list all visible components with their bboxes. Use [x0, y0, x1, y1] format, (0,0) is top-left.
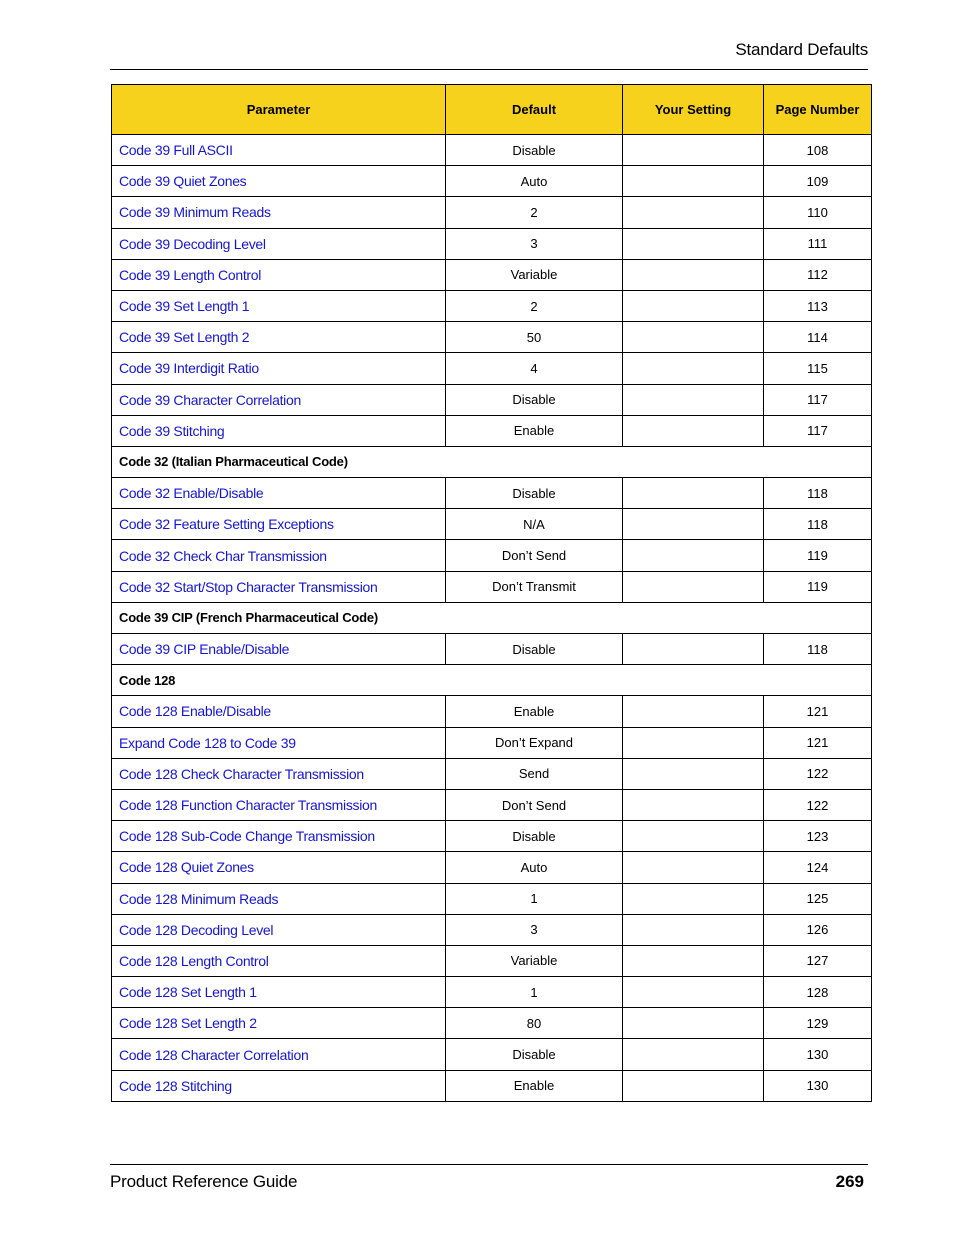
page-number: 118 — [764, 478, 872, 509]
your-setting-cell — [623, 1008, 764, 1039]
default-value: N/A — [446, 509, 623, 540]
parameter-link[interactable]: Code 128 Function Character Transmission — [112, 789, 446, 820]
your-setting-cell — [623, 384, 764, 415]
table-row — [112, 789, 872, 820]
table-row — [112, 135, 872, 166]
table-row — [112, 634, 872, 665]
parameter-link[interactable]: Code 32 Enable/Disable — [112, 478, 446, 509]
default-value: Don’t Transmit — [446, 571, 623, 602]
section-heading: Code 39 CIP (French Pharmaceutical Code) — [112, 602, 872, 633]
default-value: 1 — [446, 977, 623, 1008]
your-setting-cell — [623, 509, 764, 540]
default-value: Don’t Send — [446, 789, 623, 820]
your-setting-cell — [623, 727, 764, 758]
parameter-link[interactable]: Code 32 Check Char Transmission — [112, 540, 446, 571]
footer-divider — [110, 1164, 868, 1165]
page-number: 127 — [764, 945, 872, 976]
default-value: Variable — [446, 945, 623, 976]
table-row — [112, 166, 872, 197]
parameter-link[interactable]: Code 39 Character Correlation — [112, 384, 446, 415]
parameter-link[interactable]: Code 32 Start/Stop Character Transmission — [112, 571, 446, 602]
your-setting-cell — [623, 758, 764, 789]
table-row — [112, 1008, 872, 1039]
page-number: 117 — [764, 384, 872, 415]
parameter-link[interactable]: Code 128 Enable/Disable — [112, 696, 446, 727]
parameter-link[interactable]: Code 39 Interdigit Ratio — [112, 353, 446, 384]
default-value: Enable — [446, 696, 623, 727]
your-setting-cell — [623, 883, 764, 914]
parameter-link[interactable]: Code 128 Stitching — [112, 1070, 446, 1101]
default-value: Disable — [446, 478, 623, 509]
page-number: 109 — [764, 166, 872, 197]
page-number: 123 — [764, 821, 872, 852]
page-number: 113 — [764, 290, 872, 321]
default-value: Don’t Expand — [446, 727, 623, 758]
default-value: Disable — [446, 1039, 623, 1070]
table-header-row — [112, 85, 872, 135]
table-row — [112, 727, 872, 758]
page-number: 118 — [764, 634, 872, 665]
column-header-your-setting: Your Setting — [623, 85, 764, 135]
parameter-link[interactable]: Code 39 Set Length 2 — [112, 322, 446, 353]
default-value: Send — [446, 758, 623, 789]
column-header-parameter: Parameter — [112, 85, 446, 135]
footer-guide-title: Product Reference Guide — [110, 1172, 298, 1191]
header-divider — [110, 69, 868, 70]
default-value: 50 — [446, 322, 623, 353]
default-value: Variable — [446, 259, 623, 290]
page-number: 108 — [764, 135, 872, 166]
parameter-link[interactable]: Code 39 Decoding Level — [112, 228, 446, 259]
table-row — [112, 353, 872, 384]
page-number: 122 — [764, 789, 872, 820]
default-value: 2 — [446, 290, 623, 321]
your-setting-cell — [623, 228, 764, 259]
your-setting-cell — [623, 478, 764, 509]
parameter-link[interactable]: Code 39 Length Control — [112, 259, 446, 290]
parameter-link[interactable]: Code 128 Decoding Level — [112, 914, 446, 945]
page-number: 121 — [764, 696, 872, 727]
column-header-page-number: Page Number — [764, 85, 872, 135]
parameter-link[interactable]: Code 128 Set Length 2 — [112, 1008, 446, 1039]
default-value: 1 — [446, 883, 623, 914]
page-number: 128 — [764, 977, 872, 1008]
table-row — [112, 821, 872, 852]
page-number: 110 — [764, 197, 872, 228]
default-value: 3 — [446, 914, 623, 945]
table-row — [112, 259, 872, 290]
parameter-link[interactable]: Code 39 Minimum Reads — [112, 197, 446, 228]
table-row — [112, 540, 872, 571]
table-row — [112, 228, 872, 259]
default-value: 4 — [446, 353, 623, 384]
page-header-title: Standard Defaults — [735, 40, 868, 59]
table-row — [112, 509, 872, 540]
your-setting-cell — [623, 197, 764, 228]
table-row — [112, 384, 872, 415]
page-number: 118 — [764, 509, 872, 540]
page-number: 126 — [764, 914, 872, 945]
parameter-link[interactable]: Code 128 Sub-Code Change Transmission — [112, 821, 446, 852]
page-number: 121 — [764, 727, 872, 758]
page-number: 114 — [764, 322, 872, 353]
default-value: Enable — [446, 415, 623, 446]
parameter-link[interactable]: Code 128 Length Control — [112, 945, 446, 976]
your-setting-cell — [623, 415, 764, 446]
default-value: 80 — [446, 1008, 623, 1039]
default-value: Disable — [446, 821, 623, 852]
default-value: Don’t Send — [446, 540, 623, 571]
parameter-link[interactable]: Code 128 Set Length 1 — [112, 977, 446, 1008]
parameter-link[interactable]: Code 128 Character Correlation — [112, 1039, 446, 1070]
your-setting-cell — [623, 135, 764, 166]
table-row — [112, 945, 872, 976]
your-setting-cell — [623, 977, 764, 1008]
default-value: 2 — [446, 197, 623, 228]
your-setting-cell — [623, 696, 764, 727]
your-setting-cell — [623, 1070, 764, 1101]
default-value: Disable — [446, 135, 623, 166]
page-number: 125 — [764, 883, 872, 914]
table-row — [112, 571, 872, 602]
default-value: Auto — [446, 166, 623, 197]
your-setting-cell — [623, 821, 764, 852]
table-row — [112, 883, 872, 914]
default-value: Disable — [446, 634, 623, 665]
page-number: 115 — [764, 353, 872, 384]
table-row — [112, 977, 872, 1008]
page-number: 122 — [764, 758, 872, 789]
standard-defaults-table — [111, 84, 872, 1102]
page-number: 130 — [764, 1070, 872, 1101]
table-row — [112, 1070, 872, 1101]
parameter-link[interactable]: Expand Code 128 to Code 39 — [112, 727, 446, 758]
your-setting-cell — [623, 571, 764, 602]
section-row — [112, 446, 872, 477]
page-number: 119 — [764, 571, 872, 602]
your-setting-cell — [623, 914, 764, 945]
table-body — [112, 135, 872, 1102]
section-row — [112, 665, 872, 696]
default-value: Disable — [446, 384, 623, 415]
parameter-link[interactable]: Code 128 Quiet Zones — [112, 852, 446, 883]
your-setting-cell — [623, 540, 764, 571]
page-number: 117 — [764, 415, 872, 446]
page-number: 112 — [764, 259, 872, 290]
section-heading: Code 32 (Italian Pharmaceutical Code) — [112, 446, 872, 477]
parameter-link[interactable]: Code 128 Minimum Reads — [112, 883, 446, 914]
page-number: 119 — [764, 540, 872, 571]
default-value: 3 — [446, 228, 623, 259]
table-row — [112, 322, 872, 353]
table-row — [112, 1039, 872, 1070]
table-row — [112, 914, 872, 945]
table-row — [112, 696, 872, 727]
footer-page-number: 269 — [835, 1172, 864, 1191]
your-setting-cell — [623, 789, 764, 820]
parameter-link[interactable]: Code 39 Full ASCII — [112, 135, 446, 166]
table-row — [112, 758, 872, 789]
table-row — [112, 478, 872, 509]
your-setting-cell — [623, 166, 764, 197]
your-setting-cell — [623, 852, 764, 883]
section-row — [112, 602, 872, 633]
table-row — [112, 852, 872, 883]
table-row — [112, 197, 872, 228]
default-value: Auto — [446, 852, 623, 883]
your-setting-cell — [623, 290, 764, 321]
page-number: 111 — [764, 228, 872, 259]
parameter-link[interactable]: Code 39 CIP Enable/Disable — [112, 634, 446, 665]
page-number: 124 — [764, 852, 872, 883]
default-value: Enable — [446, 1070, 623, 1101]
your-setting-cell — [623, 353, 764, 384]
parameter-link[interactable]: Code 39 Set Length 1 — [112, 290, 446, 321]
table-row — [112, 290, 872, 321]
parameter-link[interactable]: Code 128 Check Character Transmission — [112, 758, 446, 789]
your-setting-cell — [623, 322, 764, 353]
your-setting-cell — [623, 259, 764, 290]
column-header-default: Default — [446, 85, 623, 135]
your-setting-cell — [623, 1039, 764, 1070]
page-number: 129 — [764, 1008, 872, 1039]
parameter-link[interactable]: Code 39 Quiet Zones — [112, 166, 446, 197]
page-number: 130 — [764, 1039, 872, 1070]
table-row — [112, 415, 872, 446]
section-heading: Code 128 — [112, 665, 872, 696]
parameter-link[interactable]: Code 39 Stitching — [112, 415, 446, 446]
your-setting-cell — [623, 634, 764, 665]
parameter-link[interactable]: Code 32 Feature Setting Exceptions — [112, 509, 446, 540]
your-setting-cell — [623, 945, 764, 976]
